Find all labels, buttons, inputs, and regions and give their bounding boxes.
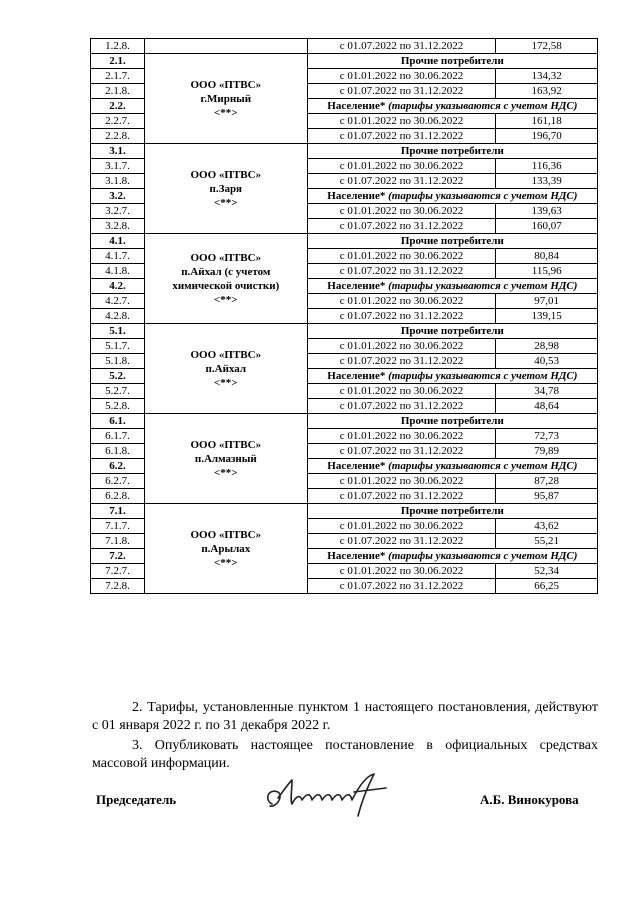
- period-cell: с 01.07.2022 по 31.12.2022: [307, 399, 496, 414]
- period-cell: с 01.07.2022 по 31.12.2022: [307, 354, 496, 369]
- tariff-value: 87,28: [496, 474, 598, 489]
- period-cell: с 01.07.2022 по 31.12.2022: [307, 219, 496, 234]
- organization-line: <**>: [214, 466, 238, 479]
- period-cell: с 01.01.2022 по 30.06.2022: [307, 69, 496, 84]
- organization-line: ООО «ПТВС»: [190, 78, 262, 91]
- section-number: 6.1.: [91, 414, 145, 429]
- period-cell: с 01.01.2022 по 30.06.2022: [307, 294, 496, 309]
- row-number: 3.2.7.: [91, 204, 145, 219]
- period-cell: с 01.01.2022 по 30.06.2022: [307, 384, 496, 399]
- row-number: 6.1.7.: [91, 429, 145, 444]
- organization-line: г.Мирный: [200, 92, 252, 105]
- period-cell: с 01.07.2022 по 31.12.2022: [307, 39, 496, 54]
- period-cell: с 01.07.2022 по 31.12.2022: [307, 309, 496, 324]
- tariff-value: 139,63: [496, 204, 598, 219]
- category-header-population: [307, 189, 597, 204]
- category-header: Прочие потребители: [307, 414, 597, 429]
- organization-line: ООО «ПТВС»: [190, 251, 262, 264]
- organization-line: химической очистки): [172, 279, 280, 292]
- period-cell: с 01.07.2022 по 31.12.2022: [307, 489, 496, 504]
- org-cell-empty: [144, 39, 307, 54]
- tariff-value: 52,34: [496, 564, 598, 579]
- period-cell: с 01.01.2022 по 30.06.2022: [307, 474, 496, 489]
- tariff-value: 34,78: [496, 384, 598, 399]
- section-number: 4.1.: [91, 234, 145, 249]
- tariff-value: 172,58: [496, 39, 598, 54]
- signatory-name: А.Б. Винокурова: [480, 792, 579, 807]
- period-cell: с 01.01.2022 по 30.06.2022: [307, 339, 496, 354]
- table-row: [91, 414, 598, 429]
- row-number: 2.2.8.: [91, 129, 145, 144]
- vat-note: (тарифы указываются с учетом НДС): [388, 190, 578, 202]
- tariff-value: 139,15: [496, 309, 598, 324]
- row-number: 3.1.7.: [91, 159, 145, 174]
- tariff-table-body: [91, 39, 598, 594]
- organization-line: п.Заря: [209, 182, 243, 195]
- organization-cell: [144, 324, 307, 414]
- tariff-value: 134,32: [496, 69, 598, 84]
- organization-line: <**>: [214, 293, 238, 306]
- tariff-value: 163,92: [496, 84, 598, 99]
- row-number: 2.1.8.: [91, 84, 145, 99]
- vat-note: (тарифы указываются с учетом НДС): [388, 100, 578, 112]
- table-row: [91, 324, 598, 339]
- category-header-population: [307, 279, 597, 294]
- row-number: 2.2.7.: [91, 114, 145, 129]
- row-number: 7.2.7.: [91, 564, 145, 579]
- population-label: Население*: [327, 460, 386, 472]
- vat-note: (тарифы указываются с учетом НДС): [388, 550, 578, 562]
- category-header-population: [307, 549, 597, 564]
- organization-line: <**>: [214, 376, 238, 389]
- section-number: 2.2.: [91, 99, 145, 114]
- period-cell: с 01.01.2022 по 30.06.2022: [307, 249, 496, 264]
- row-number: 2.1.7.: [91, 69, 145, 84]
- period-cell: с 01.01.2022 по 30.06.2022: [307, 564, 496, 579]
- period-cell: с 01.01.2022 по 30.06.2022: [307, 204, 496, 219]
- category-header: Прочие потребители: [307, 504, 597, 519]
- organization-cell: [144, 234, 307, 324]
- tariff-value: 97,01: [496, 294, 598, 309]
- period-cell: с 01.07.2022 по 31.12.2022: [307, 84, 496, 99]
- row-number: 6.2.7.: [91, 474, 145, 489]
- period-cell: с 01.07.2022 по 31.12.2022: [307, 129, 496, 144]
- organization-cell: [144, 414, 307, 504]
- organization-line: ООО «ПТВС»: [190, 168, 262, 181]
- section-number: 7.1.: [91, 504, 145, 519]
- organization-line: <**>: [214, 106, 238, 119]
- population-label: Население*: [327, 370, 386, 382]
- handwritten-signature: [262, 770, 392, 822]
- row-number: 3.2.8.: [91, 219, 145, 234]
- section-number: 2.1.: [91, 54, 145, 69]
- organization-line: <**>: [214, 556, 238, 569]
- chairman-label: Председатель: [96, 792, 177, 807]
- tariff-value: 28,98: [496, 339, 598, 354]
- table-row: [91, 234, 598, 249]
- table-row: [91, 54, 598, 69]
- organization-cell: [144, 54, 307, 144]
- table-row: [91, 39, 598, 54]
- row-number: 4.1.7.: [91, 249, 145, 264]
- organization-line: ООО «ПТВС»: [190, 438, 262, 451]
- tariff-value: 43,62: [496, 519, 598, 534]
- period-cell: с 01.07.2022 по 31.12.2022: [307, 264, 496, 279]
- vat-note: (тарифы указываются с учетом НДС): [388, 370, 578, 382]
- organization-line: ООО «ПТВС»: [190, 528, 262, 541]
- tariff-value: 161,18: [496, 114, 598, 129]
- category-header: Прочие потребители: [307, 144, 597, 159]
- tariff-value: 133,39: [496, 174, 598, 189]
- section-number: 3.2.: [91, 189, 145, 204]
- tariff-value: 66,25: [496, 579, 598, 594]
- period-cell: с 01.07.2022 по 31.12.2022: [307, 579, 496, 594]
- paragraph-3: 3. Опубликовать настоящее постановление в официальных средствах массовой информации.: [92, 738, 598, 771]
- organization-line: п.Айхал (с учетом: [181, 265, 271, 278]
- table-row: [91, 144, 598, 159]
- tariff-value: 116,36: [496, 159, 598, 174]
- tariff-value: 160,07: [496, 219, 598, 234]
- organization-line: ООО «ПТВС»: [190, 348, 262, 361]
- period-cell: с 01.07.2022 по 31.12.2022: [307, 534, 496, 549]
- period-cell: с 01.01.2022 по 30.06.2022: [307, 429, 496, 444]
- tariff-value: 80,84: [496, 249, 598, 264]
- population-label: Население*: [327, 280, 386, 292]
- section-number: 3.1.: [91, 144, 145, 159]
- row-number: 7.2.8.: [91, 579, 145, 594]
- row-number: 1.2.8.: [91, 39, 145, 54]
- period-cell: с 01.07.2022 по 31.12.2022: [307, 444, 496, 459]
- row-number: 5.1.8.: [91, 354, 145, 369]
- section-number: 5.1.: [91, 324, 145, 339]
- tariff-value: 196,70: [496, 129, 598, 144]
- vat-note: (тарифы указываются с учетом НДС): [388, 280, 578, 292]
- population-label: Население*: [327, 550, 386, 562]
- row-number: 6.1.8.: [91, 444, 145, 459]
- category-header: Прочие потребители: [307, 234, 597, 249]
- category-header-population: [307, 459, 597, 474]
- category-header: Прочие потребители: [307, 324, 597, 339]
- organization-line: <**>: [214, 196, 238, 209]
- table-row: [91, 504, 598, 519]
- organization-cell: [144, 504, 307, 594]
- tariff-value: 48,64: [496, 399, 598, 414]
- row-number: 6.2.8.: [91, 489, 145, 504]
- row-number: 7.1.8.: [91, 534, 145, 549]
- row-number: 4.2.7.: [91, 294, 145, 309]
- row-number: 7.1.7.: [91, 519, 145, 534]
- category-header-population: [307, 99, 597, 114]
- row-number: 4.1.8.: [91, 264, 145, 279]
- population-label: Население*: [327, 100, 386, 112]
- row-number: 3.1.8.: [91, 174, 145, 189]
- organization-line: п.Арылах: [201, 542, 251, 555]
- paragraph-2: 2. Тарифы, установленные пунктом 1 настоящего постановления, действуют с 01 января 2022 г. по 31 декабря 2022 г.: [92, 700, 598, 733]
- category-header-population: [307, 369, 597, 384]
- period-cell: с 01.01.2022 по 30.06.2022: [307, 114, 496, 129]
- row-number: 4.2.8.: [91, 309, 145, 324]
- section-number: 4.2.: [91, 279, 145, 294]
- tariff-value: 95,87: [496, 489, 598, 504]
- section-number: 6.2.: [91, 459, 145, 474]
- tariff-value: 55,21: [496, 534, 598, 549]
- period-cell: с 01.01.2022 по 30.06.2022: [307, 519, 496, 534]
- section-number: 7.2.: [91, 549, 145, 564]
- period-cell: с 01.01.2022 по 30.06.2022: [307, 159, 496, 174]
- tariff-table: [90, 38, 598, 594]
- tariff-value: 115,96: [496, 264, 598, 279]
- population-label: Население*: [327, 190, 386, 202]
- row-number: 5.1.7.: [91, 339, 145, 354]
- organization-line: п.Айхал: [205, 362, 247, 375]
- tariff-value: 72,73: [496, 429, 598, 444]
- row-number: 5.2.7.: [91, 384, 145, 399]
- tariff-value: 79,89: [496, 444, 598, 459]
- section-number: 5.2.: [91, 369, 145, 384]
- category-header: Прочие потребители: [307, 54, 597, 69]
- row-number: 5.2.8.: [91, 399, 145, 414]
- organization-line: п.Алмазный: [194, 452, 257, 465]
- period-cell: с 01.07.2022 по 31.12.2022: [307, 174, 496, 189]
- vat-note: (тарифы указываются с учетом НДС): [388, 460, 578, 472]
- tariff-value: 40,53: [496, 354, 598, 369]
- organization-cell: [144, 144, 307, 234]
